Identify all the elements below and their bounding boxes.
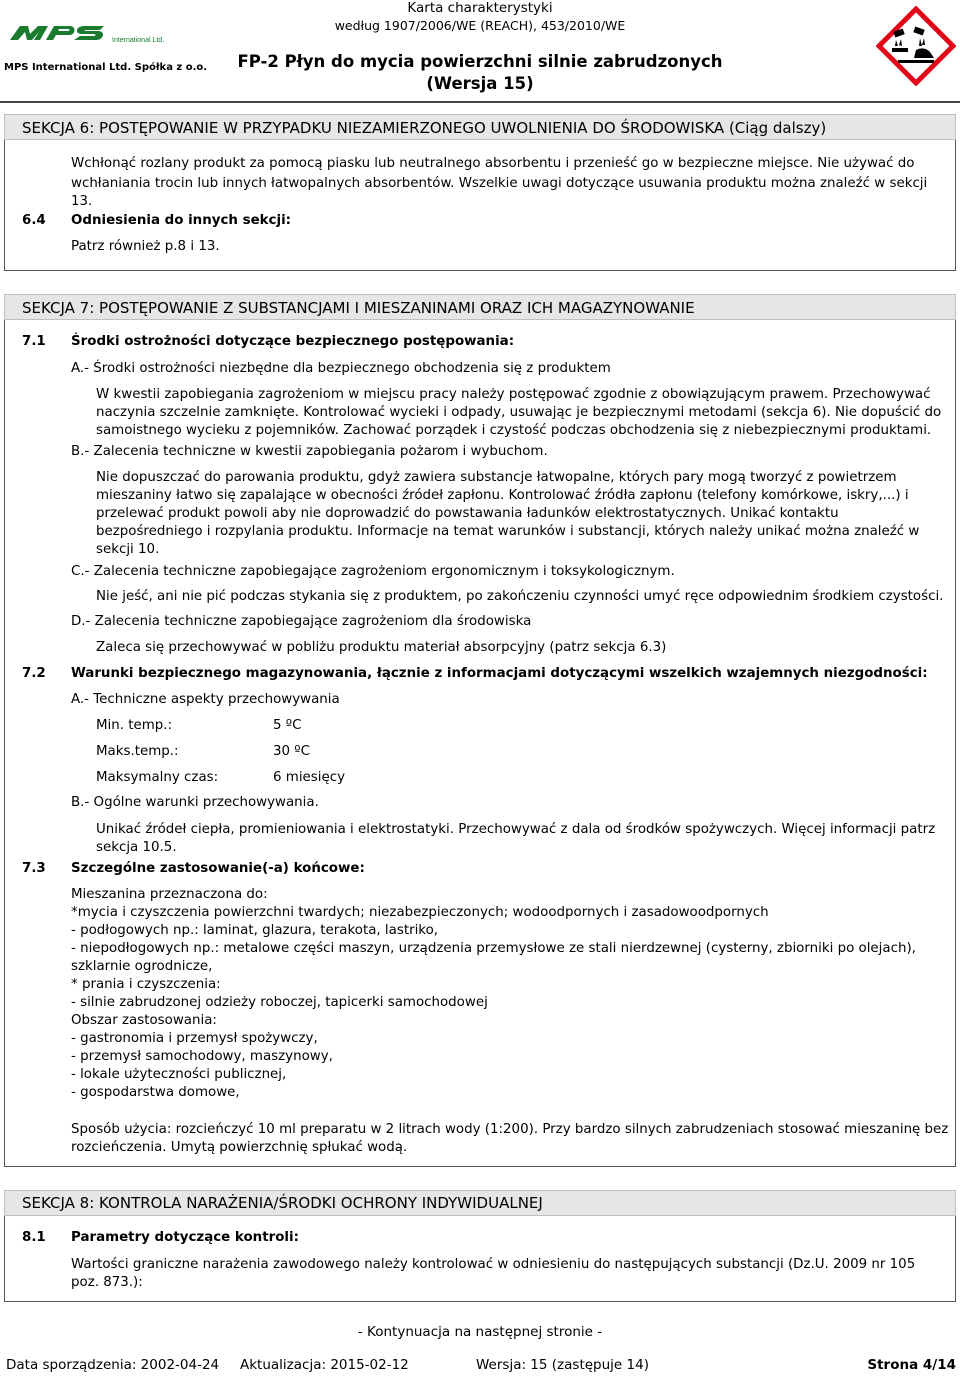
subsection-title: Warunki bezpiecznego magazynowania, łącznie z informacjami dotyczącymi wszelkich wzajemnych niezgodności: <box>71 666 928 681</box>
storage-value: 6 miesięcy <box>273 770 346 785</box>
item-label: A.- Środki ostrożności niezbędne dla bezpiecznego obchodzenia się z produktem <box>71 361 611 376</box>
usage-line: - silnie zabrudzonej odzieży roboczej, tapicerki samochodowej <box>71 995 488 1010</box>
usage-line: Obszar zastosowania: <box>71 1013 217 1028</box>
usage-line: - niepodłogowych np.: metalowe części maszyn, urządzenia przemysłowe ze stali nierdzewnej (cysterny, zbiorniki po olejach), <box>71 941 916 956</box>
paragraph-line: W kwestii zapobiegania zagrożeniom w miejscu pracy należy postępować zgodnie z obowiązującym prawem. Przechowywać <box>96 387 931 402</box>
version-label: (Wersja 15) <box>426 74 534 93</box>
storage-label: Min. temp.: <box>96 718 173 733</box>
item-label: A.- Techniczne aspekty przechowywania <box>71 692 340 707</box>
usage-line: - lokale użyteczności publicznej, <box>71 1067 287 1082</box>
usage-line: - przemysł samochodowy, maszynowy, <box>71 1049 333 1064</box>
paragraph-line: Nie jeść, ani nie pić podczas stykania się z produktem, po zakończeniu czynności umyć ręce odpowiednim środkiem czystości. <box>96 589 944 604</box>
section8-title: SEKCJA 8: KONTROLA NARAŻENIA/ŚRODKI OCHRONY INDYWIDUALNEJ <box>22 1194 543 1212</box>
subsection-title: Parametry dotyczące kontroli: <box>71 1230 299 1245</box>
storage-value: 5 ºC <box>273 718 302 733</box>
creation-date: Data sporządzenia: 2002-04-24 <box>6 1357 220 1373</box>
subsection-number: 8.1 <box>22 1230 46 1245</box>
header-divider <box>0 101 960 103</box>
paragraph-line: Zaleca się przechowywać w pobliżu produktu materiał absorpcyjny (patrz sekcja 6.3) <box>96 640 667 655</box>
subsection-number: 6.4 <box>22 213 46 228</box>
storage-label: Maks.temp.: <box>96 744 179 759</box>
paragraph-line: Wartości graniczne narażenia zawodowego należy kontrolować w odniesieniu do następujących substancji (Dz.U. 2009 nr 105 <box>71 1257 916 1272</box>
section7-title: SEKCJA 7: POSTĘPOWANIE Z SUBSTANCJAMI I MIESZANINAMI ORAZ ICH MAGAZYNOWANIE <box>22 299 695 317</box>
usage-instruction: rozcieńczenia. Umytą powierzchnię spłukać wodą. <box>71 1140 408 1155</box>
product-title: FP-2 Płyn do mycia powierzchni silnie zabrudzonych <box>237 52 723 71</box>
subsection-title: Środki ostrożności dotyczące bezpiecznego postępowania: <box>71 334 515 349</box>
continuation-note: - Kontynuacja na następnej stronie - <box>357 1324 603 1340</box>
item-label: B.- Zalecenia techniczne w kwestii zapobiegania pożarom i wybuchom. <box>71 444 548 459</box>
update-date: Aktualizacja: 2015-02-12 <box>240 1357 409 1373</box>
subsection-title: Szczególne zastosowanie(-a) końcowe: <box>71 861 365 876</box>
storage-value: 30 ºC <box>273 744 310 759</box>
item-label: D.- Zalecenia techniczne zapobiegające zagrożeniom dla środowiska <box>71 614 532 629</box>
usage-line: * prania i czyszczenia: <box>71 977 221 992</box>
paragraph-line: Nie dopuszczać do parowania produktu, gdyż zawiera substancje łatwopalne, których pary mogą tworzyć z powietrzem <box>96 470 897 485</box>
paragraph-line: mieszaniny łatwo się zapalające w obecności źródeł zapłonu. Kontrolować źródła zapłonu (telefony komórkowe, iskry,...) i <box>96 488 909 503</box>
usage-line: - podłogowych np.: laminat, glazura, terakota, lastriko, <box>71 923 439 938</box>
usage-line: *mycia i czyszczenia powierzchni twardych; niezabezpieczonych; wodoodpornych i zasadowoodpornych <box>71 905 769 920</box>
subsection-number: 7.1 <box>22 334 46 349</box>
logo-small-text: International Ltd. <box>112 37 165 44</box>
usage-line: - gospodarstwa domowe, <box>71 1085 240 1100</box>
subsection-number: 7.3 <box>22 861 46 876</box>
version-info: Wersja: 15 (zastępuje 14) <box>476 1357 649 1373</box>
subsection-text: Patrz również p.8 i 13. <box>71 239 220 254</box>
paragraph-line: przelewać produkt powoli aby nie doprowadzić do powstawania ładunków elektrostatycznych. Unikać kontaktu <box>96 506 839 521</box>
section6-title: SEKCJA 6: POSTĘPOWANIE W PRZYPADKU NIEZAMIERZONEGO UWOLNIENIA DO ŚRODOWISKA (Ciąg dalszy) <box>22 119 827 137</box>
section6-line: wchłaniania trocin lub innych łatwopalnych absorbentów. Wszelkie uwagi dotyczące usuwania produktu można znaleźć w sekcji <box>71 176 928 191</box>
paragraph-line: Unikać źródeł ciepła, promieniowania i elektrostatyki. Przechowywać z dala od środków spożywczych. Więcej informacji patrz <box>96 822 936 837</box>
subsection-title: Odniesienia do innych sekcji: <box>71 213 292 228</box>
usage-line: - gastronomia i przemysł spożywczy, <box>71 1031 318 1046</box>
paragraph-line: naczynia szczelnie zamknięte. Kontrolować wycieki i odpady, usuwając je bezpiecznymi metodami (sekcja 6). Nie dopuścić do <box>96 405 942 420</box>
usage-instruction: Sposób użycia: rozcieńczyć 10 ml preparatu w 2 litrach wody (1:200). Przy bardzo silnych zabrudzeniach stosować mieszaninę bez <box>71 1122 949 1137</box>
company-name: MPS International Ltd. Spółka z o.o. <box>4 62 208 73</box>
document-type: Karta charakterystyki <box>407 0 553 16</box>
storage-label: Maksymalny czas: <box>96 770 219 785</box>
subsection-number: 7.2 <box>22 666 46 681</box>
item-label: B.- Ogólne warunki przechowywania. <box>71 795 319 810</box>
paragraph-line: sekcji 10. <box>96 542 160 557</box>
usage-line: Mieszanina przeznaczona do: <box>71 887 268 902</box>
section6-line: 13. <box>71 194 93 209</box>
item-label: C.- Zalecenia techniczne zapobiegające zagrożeniom ergonomicznym i toksykologicznym. <box>71 564 675 579</box>
section6-line: Wchłonąć rozlany produkt za pomocą piasku lub neutralnego absorbentu i przenieść go w bezpieczne miejsce. Nie używać do <box>71 156 915 171</box>
paragraph-line: poz. 873.): <box>71 1275 143 1290</box>
usage-line: szklarnie ogrodnicze, <box>71 959 213 974</box>
ghs-corrosion-pictogram-icon <box>876 6 956 86</box>
regulation: według 1907/2006/WE (REACH), 453/2010/WE <box>334 18 626 33</box>
paragraph-line: bezpośredniego i rozpylania produktu. Informacje na temat warunków i substancji, których należy unikać można znaleźć w <box>96 524 920 539</box>
paragraph-line: samoistnego wycieku z pojemników. Zachować porządek i czystość podczas obchodzenia się z niebezpiecznymi produktami. <box>96 423 932 438</box>
paragraph-line: sekcja 10.5. <box>96 840 177 855</box>
page-number: Strona 4/14 <box>867 1357 956 1373</box>
